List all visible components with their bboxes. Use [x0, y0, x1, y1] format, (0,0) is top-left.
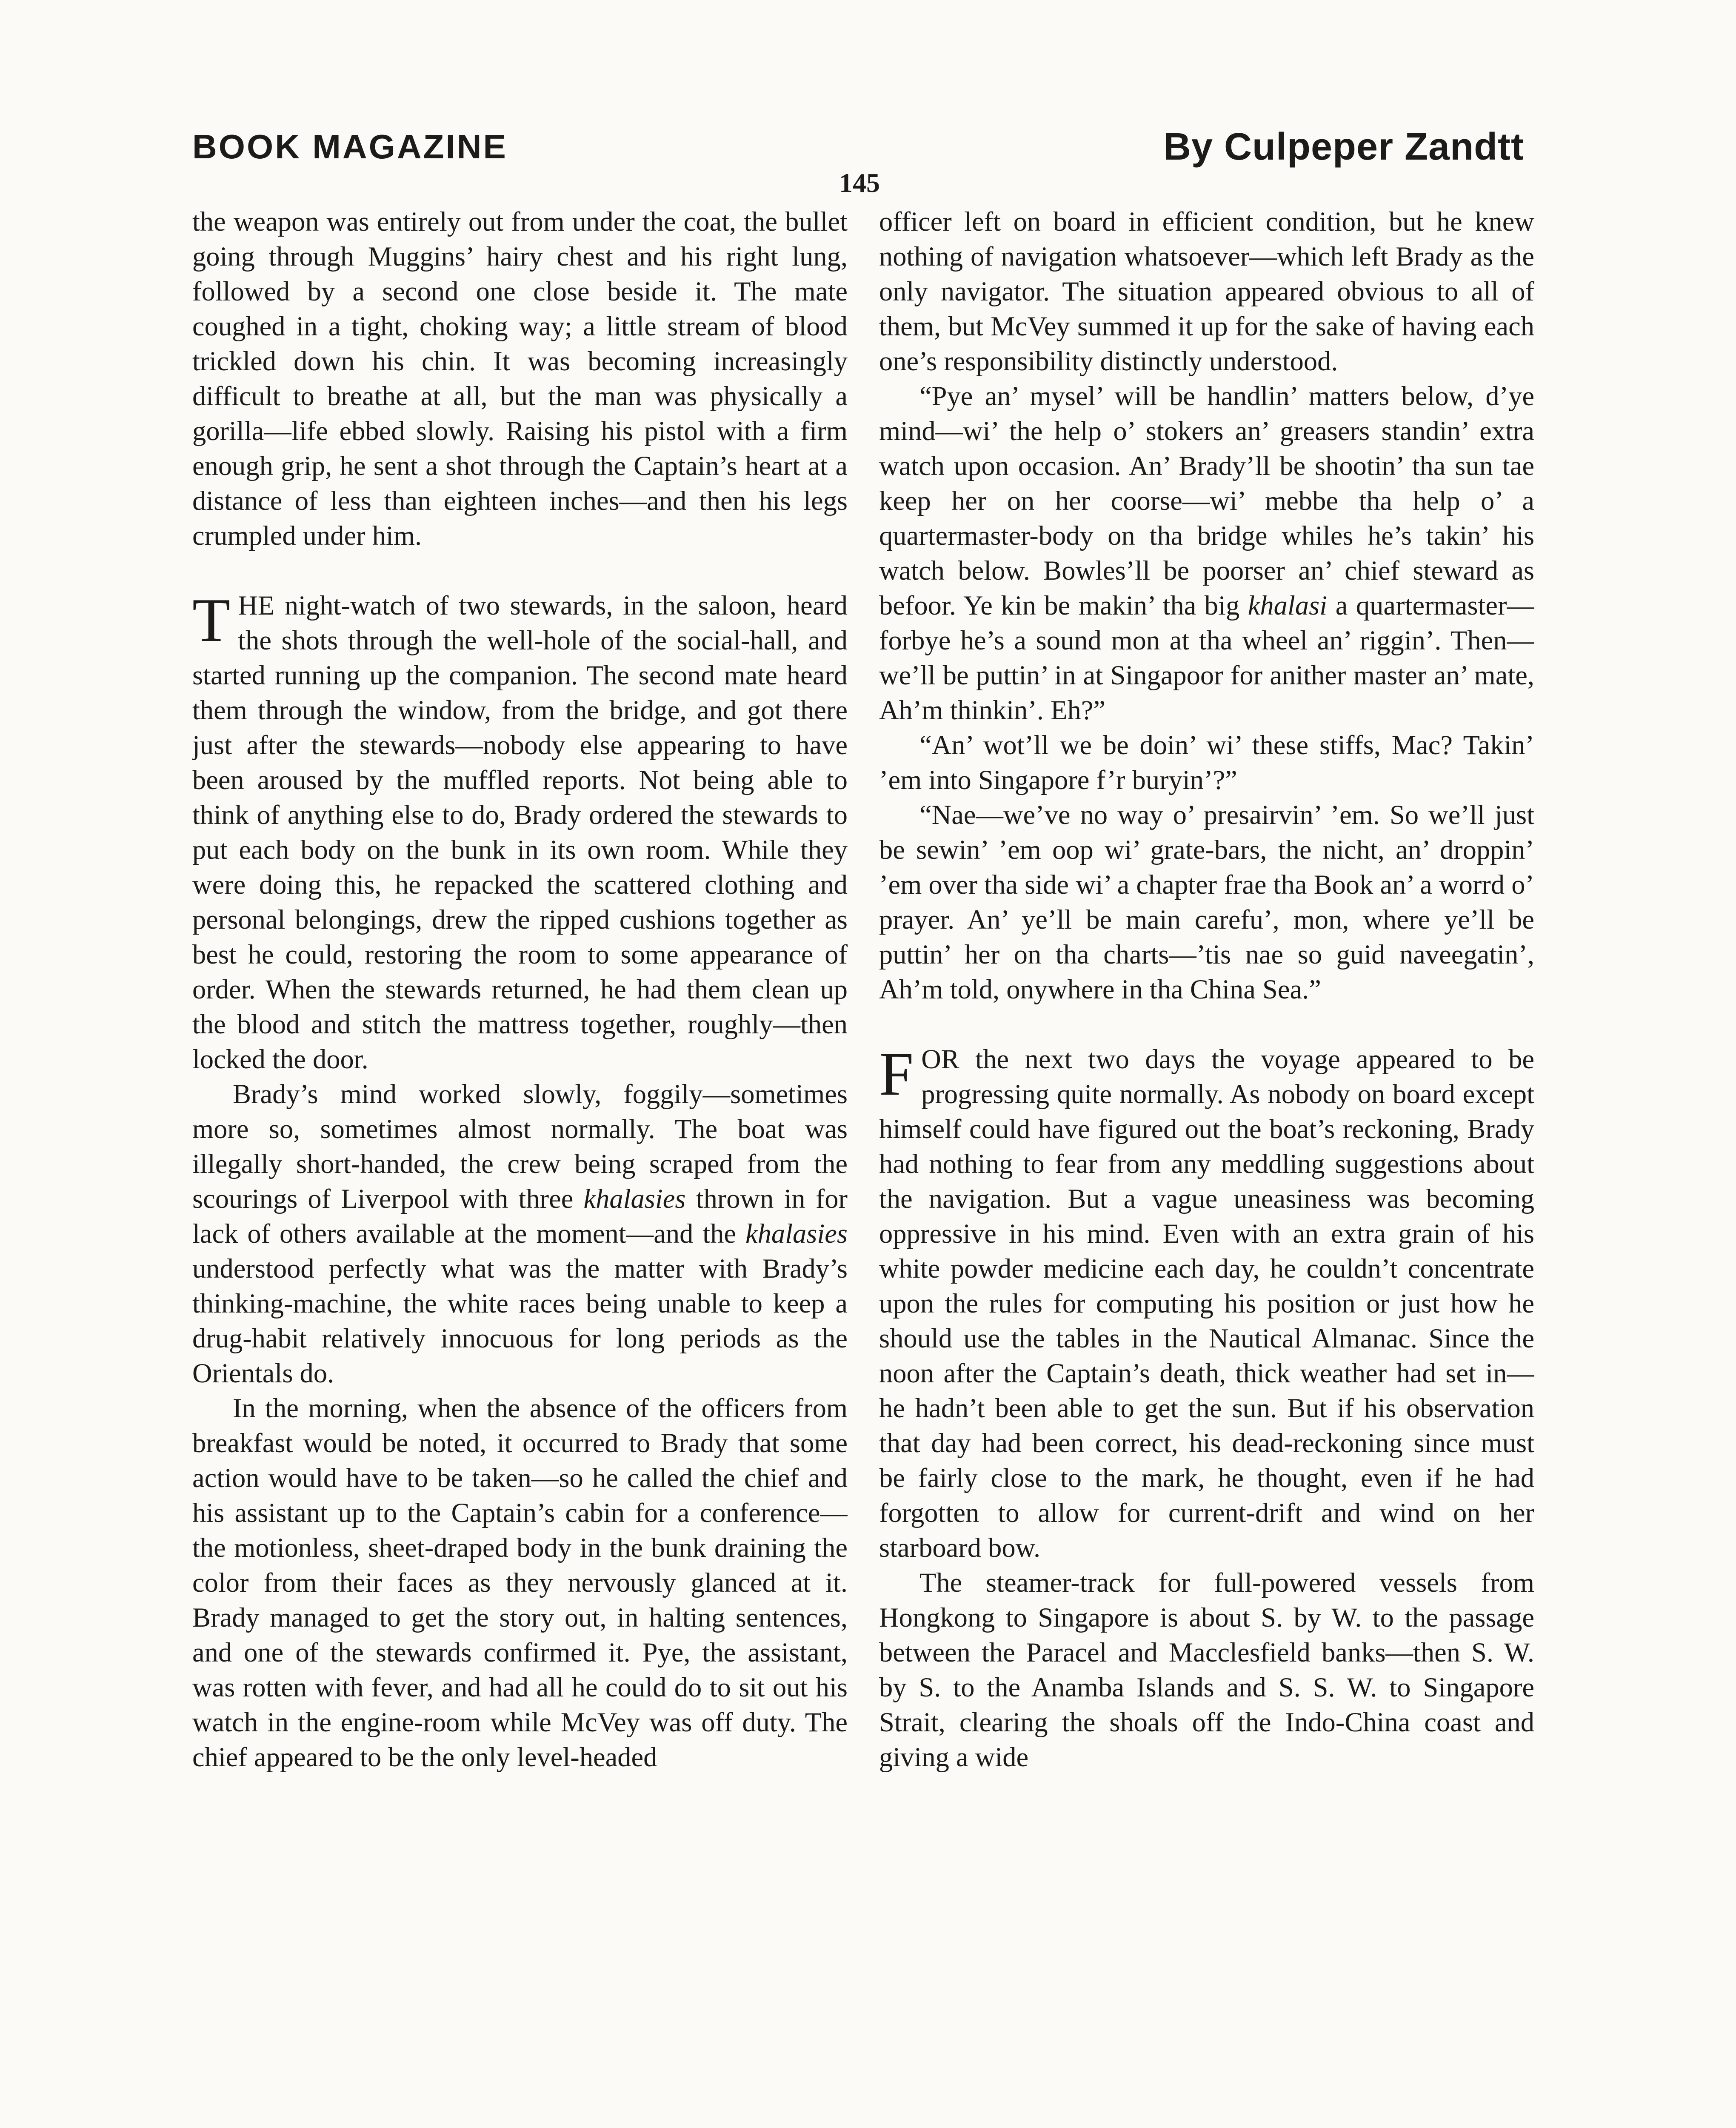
paragraph: The steamer-track for full-powered vessels from Hongkong to Singapore is about S. by W. to the passage between the Paracel and Macclesfield banks—then S. W. by S. to the Anamba Islands and S. S. W. to Singapore Strait, clearing the shoals off the Indo-China coast and giving a wide: [879, 1567, 1534, 1772]
paragraph: “Nae—we’ve no way o’ presairvin’ ’em. So we’ll just be sewin’ ’em oop wi’ grate-bars, the nicht, an’ droppin’ ’em over tha side wi’ a chapter frae tha Book an’ a worrd o’ prayer. An’ ye’ll be main carefu’, mon, where ye’ll be puttin’ her on tha charts—’tis nae so guid naveegatin’, Ah’m told, onywhere in tha China Sea.”: [879, 800, 1534, 1004]
text-run: “Pye an’ mysel’ will be handlin’ matters below, d’ye mind—wi’ the help o’ stokers an’ greasers standin’ extra watch upon occasion. An’ Brady’ll be shootin’ tha sun tae keep her on her coorse—wi’ mebbe tha help o’ a quartermaster-body on tha bridge whiles he’s takin’ his watch below. Bowles’ll be poorser an’ chief steward as befoor. Ye kin be makin’ tha big: [879, 381, 1534, 621]
paragraph: “An’ wot’ll we be doin’ wi’ these stiffs, Mac? Takin’ ’em into Singapore f’r buryin’?”: [879, 730, 1534, 795]
paragraph-text: HE night-watch of two stewards, in the saloon, heard the shots through the well-hole of the social-hall, and started running up the companion. The second mate heard them through the window, from the bridge, and got there just after the stewards—nobody else appearing to have been aroused by the muffled reports. Not being able to think of anything else to do, Brady ordered the stewards to put each body on the bunk in its own room. While they were doing this, he repacked the scattered clothing and personal belongings, drew the ripped cushions together as best he could, restoring the room to some appearance of order. When the stewards returned, he had them clean up the blood and stitch the mattress together, roughly—then locked the door.: [192, 590, 848, 1074]
text-run: a quartermaster—forbye he’s a sound mon at tha wheel an’ riggin’. Then—we’ll be puttin’ in at Singapoor for anither master an’ mate, Ah’m thinkin’. Eh?”: [879, 590, 1534, 725]
text-run: thrown in for lack of others available at the moment—and the: [192, 1184, 848, 1249]
paragraph: the weapon was entirely out from under the coat, the bullet going through Muggins’ hairy chest and his right lung, followed by a second one close beside it. The mate coughed in a tight, choking way; a little stream of blood trickled down his chin. It was becoming increasingly difficult to breathe at all, but the man was physically a gorilla—life ebbed slowly. Raising his pistol with a firm enough grip, he sent a shot through the Captain’s heart at a distance of less than eighteen inches—and then his legs crumpled under him.: [192, 206, 848, 551]
paragraph-dropcap: [879, 1039, 1534, 1565]
left-column: [192, 204, 848, 2128]
paragraph-text: OR the next two days the voyage appeared to be progressing quite normally. As nobody on board except himself could have figured out the boat’s reckoning, Brady had nothing to fear from any meddling suggestions about the navigation. But a vague uneasiness was becoming oppressive in his mind. Even with an extra grain of his white powder medicine each day, he couldn’t concentrate upon the rules for computing his position or just how he should use the tables in the Nautical Almanac. Since the noon after the Captain’s death, thick weather had set in—he hadn’t been able to get the sun. But if his observation that day had been correct, his dead-reckoning since must be fairly close to the mark, he thought, even if he had forgotten to allow for current-drift and wind on her starboard bow.: [879, 1044, 1534, 1563]
italic-word: khalasies: [745, 1218, 848, 1249]
page-number: 145: [839, 168, 880, 198]
paragraph: [879, 379, 1534, 728]
italic-word: khalasies: [583, 1184, 686, 1214]
right-column: [879, 204, 1534, 2128]
paragraph: [192, 1077, 848, 1391]
author-byline: By Culpeper Zandtt: [1163, 126, 1524, 168]
text-run: Brady’s mind worked slowly, foggily—sometimes more so, sometimes almost normally. The boat was illegally short-handed, the crew being scraped from the scourings of Liverpool with three: [192, 1079, 848, 1214]
text-run: understood perfectly what was the matter with Brady’s thinking-machine, the white races being unable to keep a drug-habit relatively innocuous for long periods as the Orientals do.: [192, 1253, 848, 1388]
paragraph-dropcap: [192, 588, 848, 1077]
magazine-title: BOOK MAGAZINE: [192, 128, 508, 166]
paragraph: In the morning, when the absence of the officers from breakfast would be noted, it occurred to Brady that some action would have to be taken—so he called the chief and his assistant up to the Captain’s cabin for a conference—the motionless, sheet-draped body in the bunk draining the color from their faces as they nervously glanced at it. Brady managed to get the story out, in halting sentences, and one of the stewards confirmed it. Pye, the assistant, was rotten with fever, and had all he could do to sit out his watch in the engine-room while McVey was off duty. The chief appeared to be the only level-headed: [192, 1393, 848, 1772]
italic-word: khalasi: [1248, 590, 1328, 621]
drop-cap: F: [879, 1039, 914, 1108]
paragraph: officer left on board in efficient condition, but he knew nothing of navigation whatsoever—which left Brady as the only navigator. The situation appeared obvious to all of them, but McVey summed it up for the sake of having each one’s responsibility distinctly understood.: [879, 206, 1534, 376]
drop-cap: T: [192, 586, 231, 655]
